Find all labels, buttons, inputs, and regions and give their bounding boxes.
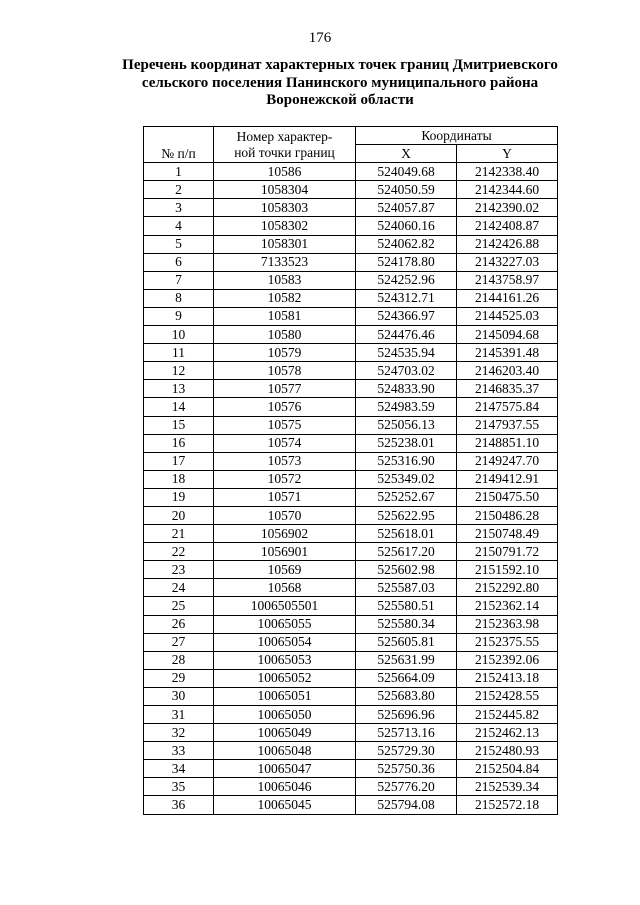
cell-point: 10568: [214, 579, 356, 597]
cell-point: 10581: [214, 307, 356, 325]
table-row: [144, 488, 558, 506]
header-x: X: [356, 145, 457, 163]
cell-x: 525618.01: [356, 525, 457, 543]
table-row: [144, 543, 558, 561]
table-row: [144, 380, 558, 398]
cell-point: 10582: [214, 289, 356, 307]
title-line-2: сельского поселения Панинского муниципального района: [141, 74, 539, 91]
cell-y: 2145094.68: [457, 326, 558, 344]
cell-number: 30: [144, 687, 214, 705]
cell-number: 26: [144, 615, 214, 633]
cell-point: 1058303: [214, 199, 356, 217]
cell-number: 13: [144, 380, 214, 398]
cell-number: 28: [144, 651, 214, 669]
cell-y: 2152428.55: [457, 687, 558, 705]
cell-point: 10065049: [214, 724, 356, 742]
table-row: [144, 742, 558, 760]
cell-y: 2152462.13: [457, 724, 558, 742]
cell-number: 16: [144, 434, 214, 452]
cell-x: 525664.09: [356, 669, 457, 687]
cell-point: 10572: [214, 470, 356, 488]
cell-point: 10065055: [214, 615, 356, 633]
cell-number: 10: [144, 326, 214, 344]
table-row: [144, 344, 558, 362]
title-line-1: Перечень координат характерных точек границ Дмитриевского: [122, 57, 558, 73]
cell-x: 524060.16: [356, 217, 457, 235]
cell-number: 7: [144, 271, 214, 289]
cell-y: 2152445.82: [457, 706, 558, 724]
table-row: [144, 778, 558, 796]
cell-x: 525683.80: [356, 687, 457, 705]
table-row: [144, 669, 558, 687]
cell-number: 1: [144, 163, 214, 181]
cell-y: 2150748.49: [457, 525, 558, 543]
cell-number: 34: [144, 760, 214, 778]
cell-y: 2143758.97: [457, 271, 558, 289]
table-row: [144, 452, 558, 470]
table-header: [144, 127, 558, 163]
cell-point: 10065051: [214, 687, 356, 705]
header-point-number: [214, 127, 356, 163]
cell-number: 6: [144, 253, 214, 271]
cell-x: 524178.80: [356, 253, 457, 271]
header-coordinates: Координаты: [356, 127, 558, 145]
cell-x: 525622.95: [356, 506, 457, 524]
cell-number: 31: [144, 706, 214, 724]
cell-y: 2150486.28: [457, 506, 558, 524]
cell-point: 10065047: [214, 760, 356, 778]
cell-y: 2152375.55: [457, 633, 558, 651]
cell-point: 1056902: [214, 525, 356, 543]
cell-y: 2149412.91: [457, 470, 558, 488]
title-line-3: Воронежской области: [266, 92, 414, 108]
cell-number: 32: [144, 724, 214, 742]
coordinates-table: [143, 126, 558, 815]
cell-x: 525056.13: [356, 416, 457, 434]
cell-point: 10065054: [214, 633, 356, 651]
cell-number: 23: [144, 561, 214, 579]
cell-y: 2152504.84: [457, 760, 558, 778]
cell-point: 10570: [214, 506, 356, 524]
cell-number: 17: [144, 452, 214, 470]
cell-point: 10065048: [214, 742, 356, 760]
cell-x: 524062.82: [356, 235, 457, 253]
table-row: [144, 163, 558, 181]
table-row: [144, 289, 558, 307]
table-row: [144, 706, 558, 724]
cell-number: 2: [144, 181, 214, 199]
cell-number: 33: [144, 742, 214, 760]
table-row: [144, 724, 558, 742]
header-point-line-1: Номер характер-: [236, 128, 333, 144]
cell-y: 2152572.18: [457, 796, 558, 814]
table-row: [144, 307, 558, 325]
cell-x: 524252.96: [356, 271, 457, 289]
table-row: [144, 651, 558, 669]
cell-number: 5: [144, 235, 214, 253]
cell-y: 2150791.72: [457, 543, 558, 561]
cell-point: 10583: [214, 271, 356, 289]
cell-point: 10571: [214, 488, 356, 506]
cell-y: 2152292.80: [457, 579, 558, 597]
cell-y: 2142408.87: [457, 217, 558, 235]
cell-x: 525631.99: [356, 651, 457, 669]
table-row: [144, 217, 558, 235]
cell-point: 7133523: [214, 253, 356, 271]
cell-number: 36: [144, 796, 214, 814]
cell-number: 4: [144, 217, 214, 235]
table-row: [144, 253, 558, 271]
table-row: [144, 398, 558, 416]
header-number: № п/п: [144, 127, 214, 163]
cell-number: 21: [144, 525, 214, 543]
cell-y: 2152362.14: [457, 597, 558, 615]
cell-number: 19: [144, 488, 214, 506]
cell-point: 10575: [214, 416, 356, 434]
table-row: [144, 687, 558, 705]
table-body: [144, 163, 558, 814]
table-row: [144, 579, 558, 597]
header-row-1: [144, 127, 558, 145]
table-row: [144, 326, 558, 344]
cell-point: 1056901: [214, 543, 356, 561]
cell-y: 2151592.10: [457, 561, 558, 579]
cell-point: 10569: [214, 561, 356, 579]
cell-y: 2147575.84: [457, 398, 558, 416]
cell-x: 524833.90: [356, 380, 457, 398]
cell-x: 525587.03: [356, 579, 457, 597]
cell-y: 2143227.03: [457, 253, 558, 271]
cell-point: 1058302: [214, 217, 356, 235]
cell-y: 2144525.03: [457, 307, 558, 325]
cell-number: 25: [144, 597, 214, 615]
cell-y: 2152392.06: [457, 651, 558, 669]
table-row: [144, 470, 558, 488]
cell-y: 2144161.26: [457, 289, 558, 307]
cell-number: 18: [144, 470, 214, 488]
table-row: [144, 760, 558, 778]
table-row: [144, 525, 558, 543]
cell-point: 1006505501: [214, 597, 356, 615]
cell-point: 10573: [214, 452, 356, 470]
cell-y: 2142338.40: [457, 163, 558, 181]
cell-x: 524476.46: [356, 326, 457, 344]
cell-x: 524366.97: [356, 307, 457, 325]
cell-point: 10580: [214, 326, 356, 344]
header-point-line-2: ной точки границ: [234, 144, 335, 160]
cell-y: 2152363.98: [457, 615, 558, 633]
cell-y: 2142426.88: [457, 235, 558, 253]
cell-number: 35: [144, 778, 214, 796]
cell-number: 20: [144, 506, 214, 524]
table-row: [144, 235, 558, 253]
cell-x: 525776.20: [356, 778, 457, 796]
cell-x: 524535.94: [356, 344, 457, 362]
cell-point: 1058301: [214, 235, 356, 253]
cell-x: 524057.87: [356, 199, 457, 217]
cell-point: 10574: [214, 434, 356, 452]
table-row: [144, 615, 558, 633]
cell-y: 2147937.55: [457, 416, 558, 434]
cell-number: 11: [144, 344, 214, 362]
cell-point: 10579: [214, 344, 356, 362]
cell-x: 525605.81: [356, 633, 457, 651]
cell-point: 10577: [214, 380, 356, 398]
cell-point: 1058304: [214, 181, 356, 199]
table-row: [144, 271, 558, 289]
table-row: [144, 506, 558, 524]
cell-x: 525713.16: [356, 724, 457, 742]
cell-number: 29: [144, 669, 214, 687]
cell-number: 14: [144, 398, 214, 416]
cell-y: 2152413.18: [457, 669, 558, 687]
cell-x: 524312.71: [356, 289, 457, 307]
cell-x: 525580.51: [356, 597, 457, 615]
table-row: [144, 416, 558, 434]
cell-x: 525316.90: [356, 452, 457, 470]
cell-y: 2152480.93: [457, 742, 558, 760]
cell-x: 525349.02: [356, 470, 457, 488]
cell-number: 8: [144, 289, 214, 307]
cell-number: 24: [144, 579, 214, 597]
cell-point: 10065045: [214, 796, 356, 814]
cell-number: 22: [144, 543, 214, 561]
cell-x: 524703.02: [356, 362, 457, 380]
cell-point: 10065050: [214, 706, 356, 724]
cell-point: 10578: [214, 362, 356, 380]
cell-point: 10065053: [214, 651, 356, 669]
cell-x: 524050.59: [356, 181, 457, 199]
cell-point: 10586: [214, 163, 356, 181]
cell-y: 2142344.60: [457, 181, 558, 199]
table-row: [144, 199, 558, 217]
page-number: 176: [308, 30, 332, 46]
cell-y: 2150475.50: [457, 488, 558, 506]
cell-y: 2142390.02: [457, 199, 558, 217]
cell-x: 524983.59: [356, 398, 457, 416]
cell-y: 2148851.10: [457, 434, 558, 452]
cell-y: 2146835.37: [457, 380, 558, 398]
cell-x: 525617.20: [356, 543, 457, 561]
cell-x: 525238.01: [356, 434, 457, 452]
table-row: [144, 434, 558, 452]
cell-number: 9: [144, 307, 214, 325]
table-row: [144, 561, 558, 579]
cell-y: 2146203.40: [457, 362, 558, 380]
table-row: [144, 362, 558, 380]
cell-point: 10065052: [214, 669, 356, 687]
cell-number: 12: [144, 362, 214, 380]
cell-x: 525750.36: [356, 760, 457, 778]
header-y: Y: [457, 145, 558, 163]
cell-x: 524049.68: [356, 163, 457, 181]
cell-y: 2152539.34: [457, 778, 558, 796]
cell-x: 525252.67: [356, 488, 457, 506]
cell-y: 2149247.70: [457, 452, 558, 470]
cell-number: 27: [144, 633, 214, 651]
cell-y: 2145391.48: [457, 344, 558, 362]
cell-x: 525602.98: [356, 561, 457, 579]
cell-x: 525696.96: [356, 706, 457, 724]
table-row: [144, 181, 558, 199]
table-row: [144, 796, 558, 814]
cell-point: 10065046: [214, 778, 356, 796]
table-row: [144, 633, 558, 651]
cell-x: 525794.08: [356, 796, 457, 814]
cell-point: 10576: [214, 398, 356, 416]
cell-number: 15: [144, 416, 214, 434]
cell-x: 525580.34: [356, 615, 457, 633]
table-row: [144, 597, 558, 615]
document-title: [95, 57, 585, 110]
cell-number: 3: [144, 199, 214, 217]
cell-x: 525729.30: [356, 742, 457, 760]
